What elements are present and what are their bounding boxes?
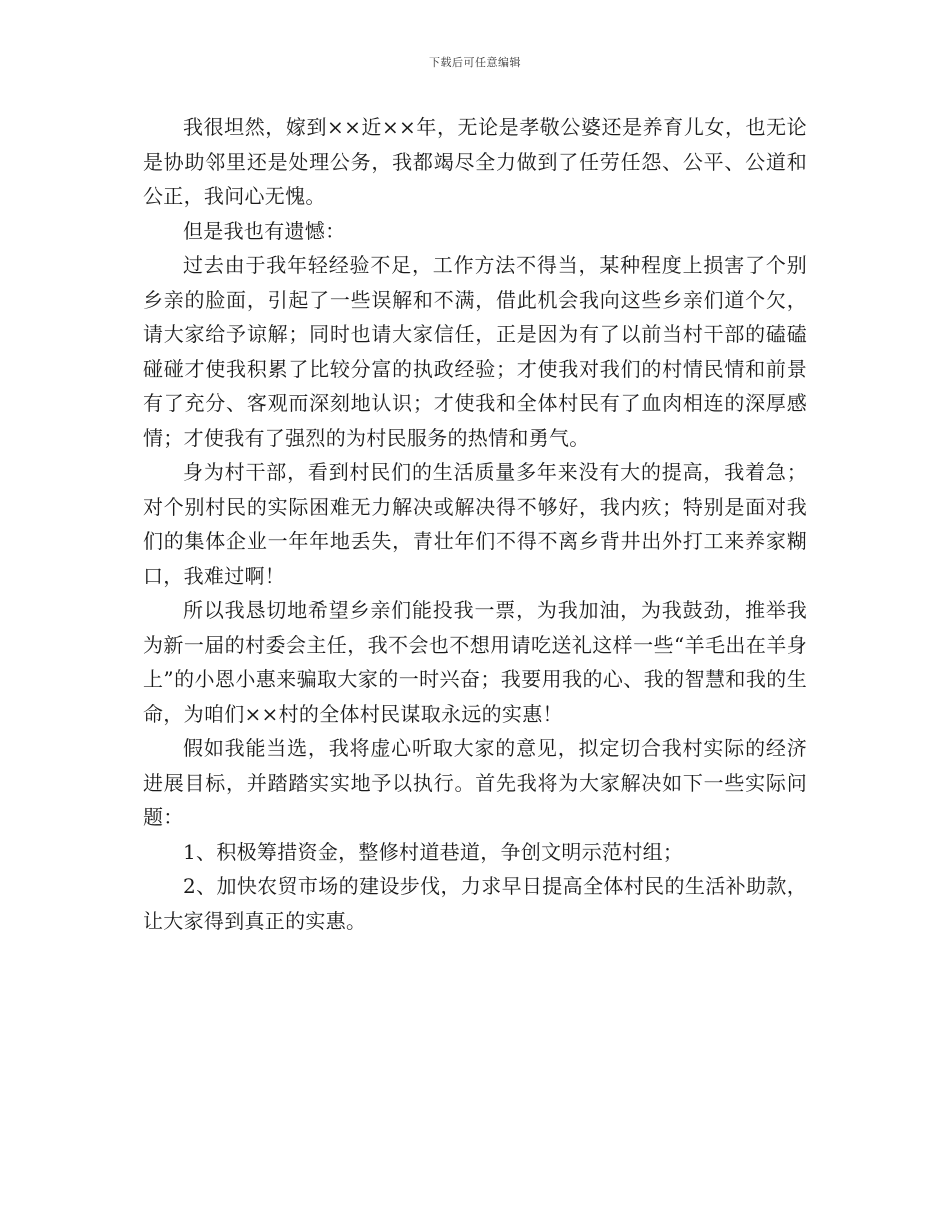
paragraph-1: 我很坦然，嫁到××近××年，无论是孝敬公婆还是养育儿女，也无论是协助邻里还是处理公务，我都竭尽全力做到了任劳任怨、公平、公道和公正，我问心无愧。 xyxy=(143,115,807,208)
paragraph-5: 所以我恳切地希望乡亲们能投我一票，为我加油，为我鼓劲，推举我为新一届的村委会主任，我不会也不想用请吃送礼这样一些“羊毛出在羊身上”的小恩小惠来骗取大家的一时兴奋；我要用我的心、我的智慧和我的生命，为咱们××村的全体村民谋取永远的实惠！ xyxy=(143,598,807,726)
page-header: 下载后可任意编辑 xyxy=(429,56,521,69)
paragraph-3: 过去由于我年轻经验不足，工作方法不得当，某种程度上损害了个别乡亲的脸面，引起了一些误解和不满，借此机会我向这些乡亲们道个欠，请大家给予谅解；同时也请大家信任，正是因为有了以前当村干部的磕磕碰碰才使我积累了比较分富的执政经验；才使我对我们的村情民情和前景有了充分、客观而深刻地认识；才使我和全体村民有了血肉相连的深厚感情；才使我有了强烈的为村民服务的热情和勇气。 xyxy=(143,253,807,450)
document-body xyxy=(143,110,807,938)
paragraph-6: 假如我能当选，我将虚心听取大家的意见，拟定切合我村实际的经济进展目标，并踏踏实实地予以执行。首先我将为大家解决如下一些实际问题： xyxy=(143,736,807,829)
list-item-1: 1、积极筹措资金，整修村道巷道，争创文明示范村组； xyxy=(183,839,684,864)
paragraph-2: 但是我也有遗憾： xyxy=(183,218,346,243)
paragraph-4: 身为村干部，看到村民们的生活质量多年来没有大的提高，我着急；对个别村民的实际困难无力解决或解决得不够好，我内疚；特别是面对我们的集体企业一年年地丢失，青壮年们不得不离乡背井出外打工来养家糊口，我难过啊！ xyxy=(143,460,807,588)
list-item-2: 2、加快农贸市场的建设步伐，力求早日提高全体村民的生活补助款，让大家得到真正的实惠。 xyxy=(143,874,807,933)
